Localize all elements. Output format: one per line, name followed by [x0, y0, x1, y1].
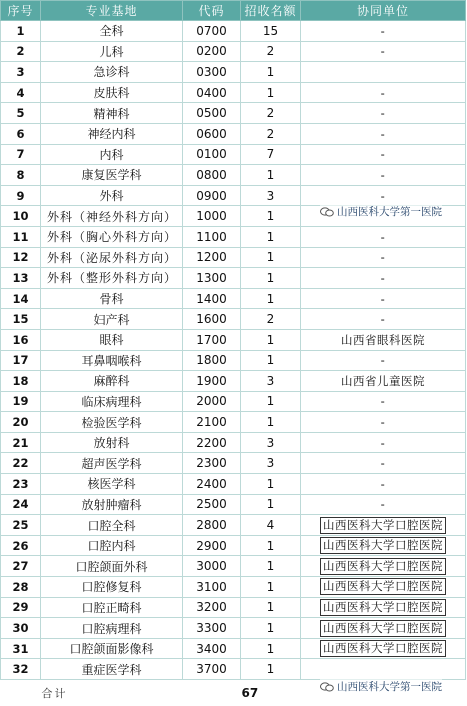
header-partner: 协同单位: [301, 1, 466, 21]
row-code: 3300: [183, 618, 241, 639]
wechat-icon: [320, 682, 334, 692]
row-specialty: 精神科: [41, 103, 183, 124]
table-row: [1, 577, 466, 598]
row-partner: -: [301, 226, 466, 247]
row-partner: 山西省儿童医院: [301, 371, 466, 392]
row-number: 16: [1, 329, 41, 350]
row-quota: 1: [241, 556, 301, 577]
table-body: [1, 21, 466, 680]
row-specialty: 临床病理科: [41, 391, 183, 412]
row-specialty: 外科（泌尿外科方向）: [41, 247, 183, 268]
row-specialty: 儿科: [41, 41, 183, 62]
row-quota: 1: [241, 268, 301, 289]
table-row: [1, 453, 466, 474]
partner-label: 山西医科大学口腔医院: [320, 558, 446, 575]
row-code: 2400: [183, 474, 241, 495]
total-code: [183, 680, 241, 706]
row-partner: -: [301, 103, 466, 124]
row-quota: 1: [241, 247, 301, 268]
row-quota: 3: [241, 453, 301, 474]
table-row: [1, 350, 466, 371]
row-partner: -: [301, 432, 466, 453]
row-specialty: 康复医学科: [41, 165, 183, 186]
row-partner: [301, 597, 466, 618]
table-row: [1, 535, 466, 556]
row-code: 2800: [183, 515, 241, 536]
row-number: 6: [1, 123, 41, 144]
header-row: [1, 1, 466, 21]
row-partner: [301, 535, 466, 556]
row-partner: -: [301, 494, 466, 515]
header-specialty: 专业基地: [41, 1, 183, 21]
row-code: 1100: [183, 226, 241, 247]
row-number: 30: [1, 618, 41, 639]
table-row: [1, 412, 466, 433]
row-partner: -: [301, 268, 466, 289]
row-partner: [301, 638, 466, 659]
table-row: [1, 515, 466, 536]
table-row: [1, 288, 466, 309]
row-specialty: 口腔内科: [41, 535, 183, 556]
row-specialty: 口腔正畸科: [41, 597, 183, 618]
row-partner: [301, 515, 466, 536]
header-no: 序号: [1, 1, 41, 21]
row-code: 1600: [183, 309, 241, 330]
watermark-1: [320, 204, 442, 219]
row-partner: [301, 618, 466, 639]
row-partner: -: [301, 144, 466, 165]
row-quota: 1: [241, 474, 301, 495]
row-quota: 1: [241, 659, 301, 680]
partner-label: 山西医科大学口腔医院: [320, 537, 446, 554]
table-row: [1, 185, 466, 206]
row-specialty: 外科（整形外科方向）: [41, 268, 183, 289]
table-row: [1, 123, 466, 144]
row-quota: 4: [241, 515, 301, 536]
row-specialty: 口腔病理科: [41, 618, 183, 639]
row-quota: 1: [241, 82, 301, 103]
row-code: 2500: [183, 494, 241, 515]
row-number: 15: [1, 309, 41, 330]
watermark-text-2: 山西医科大学第一医院: [337, 679, 442, 694]
row-partner: -: [301, 288, 466, 309]
row-number: 14: [1, 288, 41, 309]
row-number: 18: [1, 371, 41, 392]
row-quota: 2: [241, 103, 301, 124]
table-row: [1, 618, 466, 639]
row-code: 3200: [183, 597, 241, 618]
row-quota: 1: [241, 494, 301, 515]
table-row: [1, 329, 466, 350]
row-number: 19: [1, 391, 41, 412]
watermark-text-1: 山西医科大学第一医院: [337, 204, 442, 219]
wechat-icon: [320, 207, 334, 217]
row-partner: [301, 62, 466, 83]
row-partner: [301, 556, 466, 577]
partner-label: 山西医科大学口腔医院: [320, 517, 446, 534]
row-code: 0200: [183, 41, 241, 62]
row-code: 1300: [183, 268, 241, 289]
partner-label: 山西医科大学口腔医院: [320, 640, 446, 657]
row-code: 2300: [183, 453, 241, 474]
row-specialty: 检验医学科: [41, 412, 183, 433]
row-code: 1000: [183, 206, 241, 227]
row-quota: 1: [241, 412, 301, 433]
row-quota: 1: [241, 62, 301, 83]
row-specialty: 骨科: [41, 288, 183, 309]
table-row: [1, 144, 466, 165]
row-specialty: 放射肿瘤科: [41, 494, 183, 515]
total-label: 合计: [41, 680, 183, 706]
row-code: 0600: [183, 123, 241, 144]
row-number: 10: [1, 206, 41, 227]
row-number: 27: [1, 556, 41, 577]
row-partner: -: [301, 309, 466, 330]
row-number: 5: [1, 103, 41, 124]
row-specialty: 外科（神经外科方向）: [41, 206, 183, 227]
row-code: 0500: [183, 103, 241, 124]
row-code: 1700: [183, 329, 241, 350]
row-number: 32: [1, 659, 41, 680]
row-code: 0100: [183, 144, 241, 165]
total-quota: 67: [241, 680, 301, 706]
row-quota: 1: [241, 577, 301, 598]
row-code: 0300: [183, 62, 241, 83]
row-partner: [301, 659, 466, 680]
row-quota: 7: [241, 144, 301, 165]
row-quota: 1: [241, 288, 301, 309]
row-partner: [301, 577, 466, 598]
row-quota: 1: [241, 391, 301, 412]
table-row: [1, 82, 466, 103]
partner-label: 山西医科大学口腔医院: [320, 578, 446, 595]
table-row: [1, 103, 466, 124]
row-number: 13: [1, 268, 41, 289]
row-code: 3700: [183, 659, 241, 680]
row-quota: 3: [241, 185, 301, 206]
row-quota: 1: [241, 597, 301, 618]
row-number: 4: [1, 82, 41, 103]
row-number: 3: [1, 62, 41, 83]
row-number: 9: [1, 185, 41, 206]
row-code: 0700: [183, 21, 241, 42]
row-number: 11: [1, 226, 41, 247]
row-number: 25: [1, 515, 41, 536]
row-code: 1200: [183, 247, 241, 268]
table-row: [1, 371, 466, 392]
row-code: 2100: [183, 412, 241, 433]
row-partner: -: [301, 123, 466, 144]
row-code: 3400: [183, 638, 241, 659]
row-code: 1400: [183, 288, 241, 309]
row-specialty: 眼科: [41, 329, 183, 350]
row-number: 29: [1, 597, 41, 618]
row-code: 1800: [183, 350, 241, 371]
row-code: 1900: [183, 371, 241, 392]
row-number: 7: [1, 144, 41, 165]
row-specialty: 核医学科: [41, 474, 183, 495]
partner-label: 山西医科大学口腔医院: [320, 620, 446, 637]
row-number: 1: [1, 21, 41, 42]
row-partner: -: [301, 185, 466, 206]
table-row: [1, 62, 466, 83]
table-row: [1, 268, 466, 289]
row-specialty: 内科: [41, 144, 183, 165]
row-number: 12: [1, 247, 41, 268]
row-number: 2: [1, 41, 41, 62]
row-partner: -: [301, 350, 466, 371]
row-partner: 山西省眼科医院: [301, 329, 466, 350]
table-row: [1, 494, 466, 515]
table-row: [1, 226, 466, 247]
row-partner: -: [301, 391, 466, 412]
row-specialty: 口腔全科: [41, 515, 183, 536]
row-specialty: 放射科: [41, 432, 183, 453]
row-partner: -: [301, 453, 466, 474]
row-quota: 1: [241, 206, 301, 227]
row-quota: 1: [241, 618, 301, 639]
row-number: 26: [1, 535, 41, 556]
row-number: 28: [1, 577, 41, 598]
row-quota: 3: [241, 371, 301, 392]
row-specialty: 急诊科: [41, 62, 183, 83]
row-code: 3000: [183, 556, 241, 577]
row-partner: -: [301, 412, 466, 433]
row-specialty: 神经内科: [41, 123, 183, 144]
table-row: [1, 432, 466, 453]
row-specialty: 耳鼻咽喉科: [41, 350, 183, 371]
row-quota: 1: [241, 638, 301, 659]
row-number: 20: [1, 412, 41, 433]
row-quota: 2: [241, 309, 301, 330]
row-specialty: 麻醉科: [41, 371, 183, 392]
row-quota: 2: [241, 123, 301, 144]
row-specialty: 口腔修复科: [41, 577, 183, 598]
table-row: [1, 391, 466, 412]
header-quota: 招收名额: [241, 1, 301, 21]
row-code: 2900: [183, 535, 241, 556]
table-row: [1, 247, 466, 268]
row-quota: 3: [241, 432, 301, 453]
row-quota: 1: [241, 226, 301, 247]
row-partner: -: [301, 21, 466, 42]
row-specialty: 全科: [41, 21, 183, 42]
table-row: [1, 309, 466, 330]
partner-label: 山西医科大学口腔医院: [320, 599, 446, 616]
row-number: 8: [1, 165, 41, 186]
table-row: [1, 165, 466, 186]
row-specialty: 外科: [41, 185, 183, 206]
row-partner: -: [301, 247, 466, 268]
row-number: 22: [1, 453, 41, 474]
total-no: [1, 680, 41, 706]
row-specialty: 妇产科: [41, 309, 183, 330]
row-number: 31: [1, 638, 41, 659]
table-row: [1, 21, 466, 42]
row-partner: -: [301, 474, 466, 495]
row-partner: -: [301, 41, 466, 62]
row-code: 3100: [183, 577, 241, 598]
row-partner: -: [301, 165, 466, 186]
row-specialty: 外科（胸心外科方向）: [41, 226, 183, 247]
row-quota: 2: [241, 41, 301, 62]
table-row: [1, 597, 466, 618]
table-row: [1, 41, 466, 62]
table-row: [1, 638, 466, 659]
row-partner: -: [301, 82, 466, 103]
row-code: 0900: [183, 185, 241, 206]
row-code: 0400: [183, 82, 241, 103]
row-number: 21: [1, 432, 41, 453]
row-quota: 1: [241, 329, 301, 350]
table-row: [1, 659, 466, 680]
row-specialty: 口腔颌面外科: [41, 556, 183, 577]
row-number: 23: [1, 474, 41, 495]
row-code: 0800: [183, 165, 241, 186]
watermark-2: [320, 679, 442, 694]
row-quota: 1: [241, 165, 301, 186]
row-specialty: 重症医学科: [41, 659, 183, 680]
row-code: 2200: [183, 432, 241, 453]
header-code: 代码: [183, 1, 241, 21]
table-row: [1, 474, 466, 495]
row-number: 24: [1, 494, 41, 515]
row-quota: 15: [241, 21, 301, 42]
row-quota: 1: [241, 350, 301, 371]
row-quota: 1: [241, 535, 301, 556]
row-number: 17: [1, 350, 41, 371]
row-specialty: 皮肤科: [41, 82, 183, 103]
row-specialty: 超声医学科: [41, 453, 183, 474]
row-code: 2000: [183, 391, 241, 412]
row-specialty: 口腔颌面影像科: [41, 638, 183, 659]
table-row: [1, 556, 466, 577]
